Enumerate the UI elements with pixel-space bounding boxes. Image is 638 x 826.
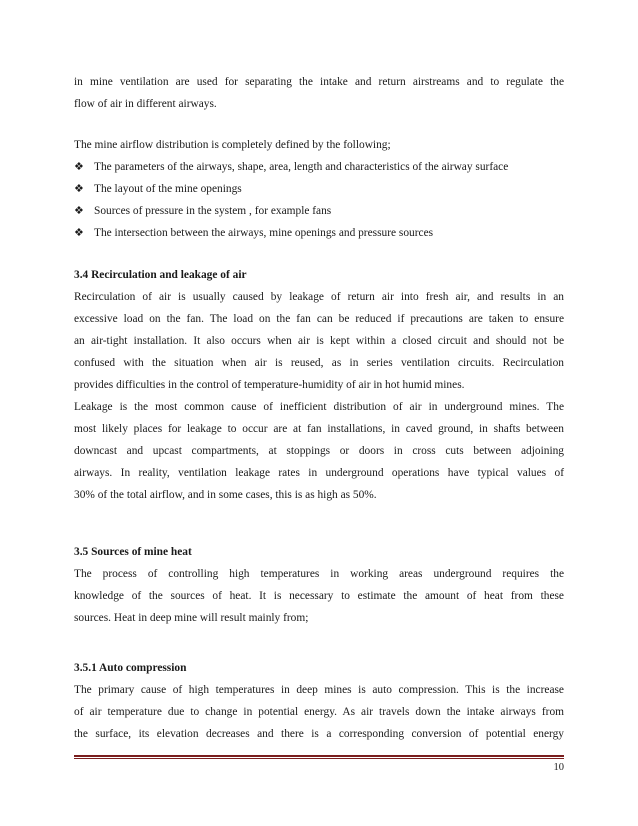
- list-item-text: Sources of pressure in the system , for example fans: [94, 205, 332, 217]
- diamond-bullet-icon: ❖: [74, 204, 84, 217]
- text-line: of air temperature due to change in potential energy. As air travels down the intake airways from: [74, 706, 564, 718]
- text-line: sources. Heat in deep mine will result mainly from;: [74, 612, 309, 624]
- page-number: 10: [553, 762, 564, 773]
- footer-rule: [74, 755, 564, 757]
- section-3-5: [74, 541, 564, 629]
- text-line: the surface, its elevation decreases and there is a corresponding conversion of potential energy: [74, 728, 564, 740]
- text-line: Leakage is the most common cause of inefficient distribution of air in underground mines. The: [74, 401, 564, 413]
- diamond-bullet-icon: ❖: [74, 226, 84, 239]
- list-item: [74, 156, 564, 178]
- list-item: [74, 222, 564, 244]
- intro-paragraph: [74, 71, 564, 115]
- diamond-bullet-icon: ❖: [74, 160, 84, 173]
- list-item: [74, 200, 564, 222]
- distribution-section: [74, 134, 564, 244]
- text-line: The process of controlling high temperatures in working areas underground requires the: [74, 568, 564, 580]
- text-line: an air-tight installation. It also occurs when air is kept within a closed circuit and should not be: [74, 335, 564, 347]
- section-3-4: [74, 264, 564, 506]
- text-line: most likely places for leakage to occur are at fan installations, in caved ground, in shafts between: [74, 423, 564, 435]
- footer-rule: [74, 758, 564, 759]
- text-line: 30% of the total airflow, and in some cases, this is as high as 50%.: [74, 489, 377, 501]
- section-heading: 3.5.1 Auto compression: [74, 662, 187, 674]
- text-line: in mine ventilation are used for separating the intake and return airstreams and to regulate the: [74, 76, 564, 88]
- text-line: Recirculation of air is usually caused by leakage of return air into fresh air, and results in an: [74, 291, 564, 303]
- section-heading: 3.4 Recirculation and leakage of air: [74, 269, 247, 281]
- list-item-text: The intersection between the airways, mine openings and pressure sources: [94, 227, 434, 239]
- text-line: excessive load on the fan. The load on the fan can be reduced if precautions are taken to ensure: [74, 313, 564, 325]
- text-line: confused with the situation when air is reused, as in series ventilation circuits. Recirculation: [74, 357, 564, 369]
- distribution-lead: The mine airflow distribution is completely defined by the following;: [74, 139, 391, 151]
- text-line: flow of air in different airways.: [74, 98, 217, 110]
- diamond-bullet-icon: ❖: [74, 182, 84, 195]
- list-item-text: The parameters of the airways, shape, area, length and characteristics of the airway surface: [94, 161, 509, 173]
- list-item-text: The layout of the mine openings: [94, 183, 242, 195]
- text-line: downcast and upcast compartments, at stoppings or doors in cross cuts between adjoining: [74, 445, 564, 457]
- section-heading: 3.5 Sources of mine heat: [74, 546, 192, 558]
- list-item: [74, 178, 564, 200]
- text-line: knowledge of the sources of heat. It is necessary to estimate the amount of heat from these: [74, 590, 564, 602]
- text-line: The primary cause of high temperatures in deep mines is auto compression. This is the increase: [74, 684, 564, 696]
- section-3-5-1: [74, 657, 564, 745]
- text-line: airways. In reality, ventilation leakage rates in underground operations have typical values of: [74, 467, 564, 479]
- text-line: provides difficulties in the control of temperature-humidity of air in hot humid mines.: [74, 379, 465, 391]
